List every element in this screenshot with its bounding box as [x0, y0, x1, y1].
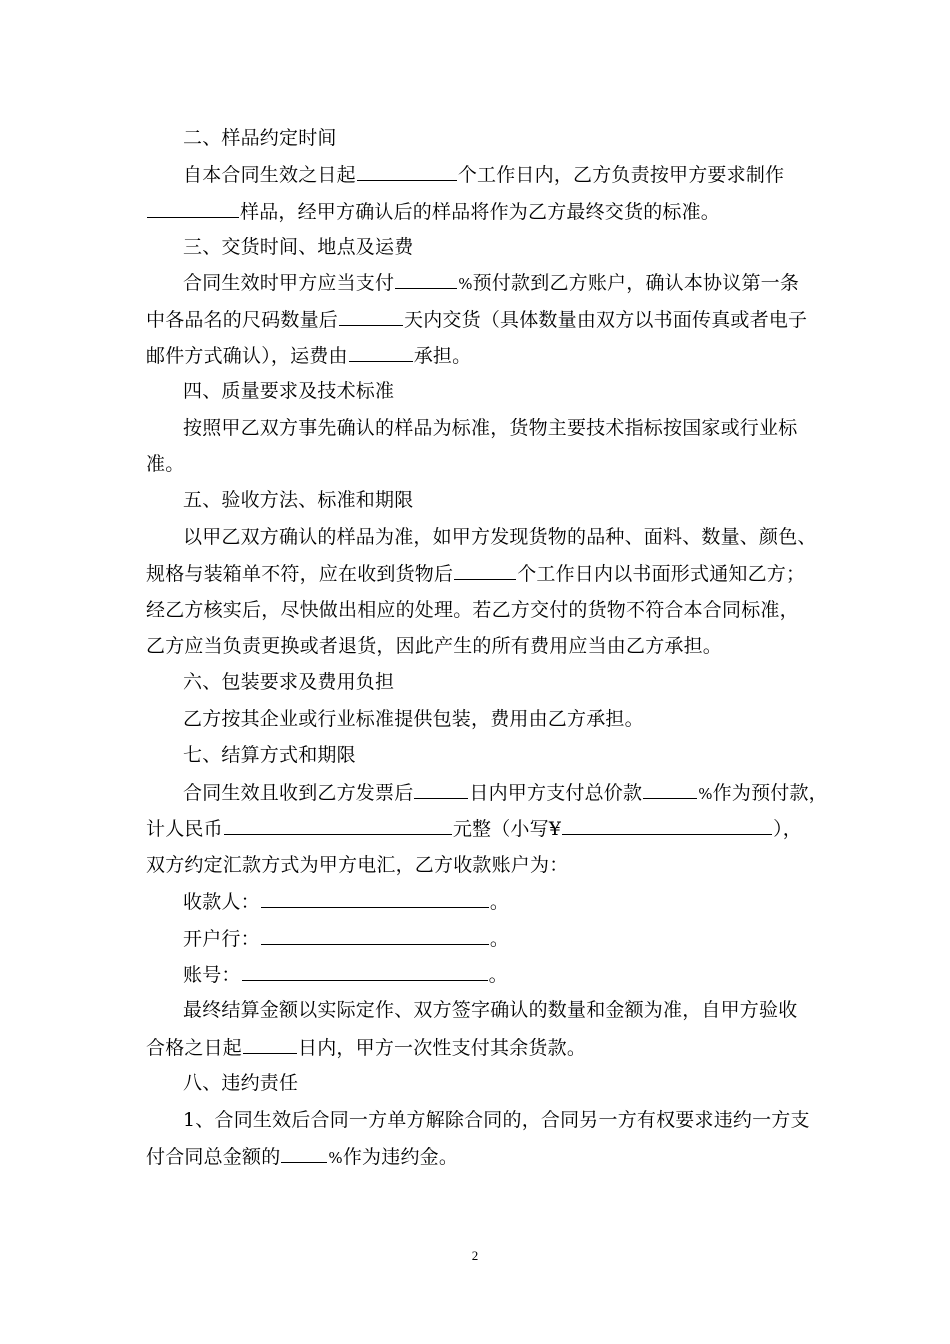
bank-line: 开户行： 。 [183, 928, 510, 950]
fill-blank-percent[interactable] [281, 1144, 327, 1163]
section-8-heading: 八、违约责任 [183, 1072, 299, 1094]
fill-blank-amount-words[interactable] [224, 816, 452, 835]
account-line: 账号： 。 [183, 964, 508, 986]
paragraph: 样品，经甲方确认后的样品将作为乙方最终交货的标准。 [146, 199, 836, 223]
fill-blank-bank[interactable] [261, 926, 489, 945]
paragraph: 合同生效时甲方应当支付 %预付款到乙方账户，确认本协议第一条 [183, 272, 800, 294]
fill-blank-days[interactable] [243, 1035, 297, 1054]
fill-blank-amount-figures[interactable] [562, 816, 772, 835]
paragraph: 以甲乙双方确认的样品为准，如甲方发现货物的品种、面料、数量、颜色、 [183, 526, 817, 548]
fill-blank-percent[interactable] [395, 270, 457, 289]
paragraph: 邮件方式确认），运费由 承担。 [146, 345, 472, 367]
paragraph: 合格之日起 日内，甲方一次性支付其余货款。 [146, 1037, 587, 1059]
paragraph: 乙方按其企业或行业标准提供包装，费用由乙方承担。 [183, 708, 644, 730]
section-7-heading: 七、结算方式和期限 [183, 744, 356, 766]
fill-blank-account[interactable] [242, 962, 488, 981]
paragraph: 双方约定汇款方式为甲方电汇，乙方收款账户为： [146, 854, 569, 876]
paragraph: 乙方应当负责更换或者退货，因此产生的所有费用应当由乙方承担。 [146, 635, 723, 657]
fill-blank-days[interactable] [339, 307, 403, 326]
fill-blank-days[interactable] [414, 780, 468, 799]
section-6-heading: 六、包装要求及费用负担 [183, 671, 395, 693]
section-4-heading: 四、质量要求及技术标准 [183, 380, 395, 402]
fill-blank-workdays[interactable] [357, 162, 457, 181]
paragraph: 按照甲乙双方事先确认的样品为标准，货物主要技术指标按国家或行业标 [183, 417, 798, 439]
paragraph: 最终结算金额以实际定作、双方签字确认的数量和金额为准，自甲方验收 [183, 999, 798, 1021]
fill-blank-workdays[interactable] [454, 561, 516, 580]
paragraph: 合同生效且收到乙方发票后 日内甲方支付总价款 %作为预付款， [183, 782, 828, 804]
paragraph: 付合同总金额的 %作为违约金。 [146, 1146, 459, 1168]
payee-line: 收款人： 。 [183, 891, 510, 913]
fill-blank-payee[interactable] [261, 889, 489, 908]
fill-blank-freight-party[interactable] [349, 343, 413, 362]
page-number: 2 [471, 1248, 479, 1263]
paragraph: 自本合同生效之日起 个工作日内，乙方负责按甲方要求制作 [183, 164, 785, 186]
paragraph: 中各品名的尺码数量后 天内交货（具体数量由双方以书面传真或者电子 [146, 309, 808, 331]
paragraph: 准。 [146, 453, 185, 475]
fill-blank-percent[interactable] [643, 780, 697, 799]
paragraph: 经乙方核实后，尽快做出相应的处理。若乙方交付的货物不符合本合同标准， [146, 599, 799, 621]
section-3-heading: 三、交货时间、地点及运费 [183, 236, 414, 258]
section-5-heading: 五、验收方法、标准和期限 [183, 489, 414, 511]
section-2-heading: 二、样品约定时间 [183, 127, 337, 149]
paragraph: 计人民币 元整（小写¥ ）， [146, 818, 803, 840]
paragraph: 规格与装箱单不符，应在收到货物后 个工作日内以书面形式通知乙方； [146, 563, 806, 585]
paragraph: 1、合同生效后合同一方单方解除合同的，合同另一方有权要求违约一方支 [183, 1109, 810, 1131]
fill-blank-sample[interactable] [147, 199, 239, 218]
